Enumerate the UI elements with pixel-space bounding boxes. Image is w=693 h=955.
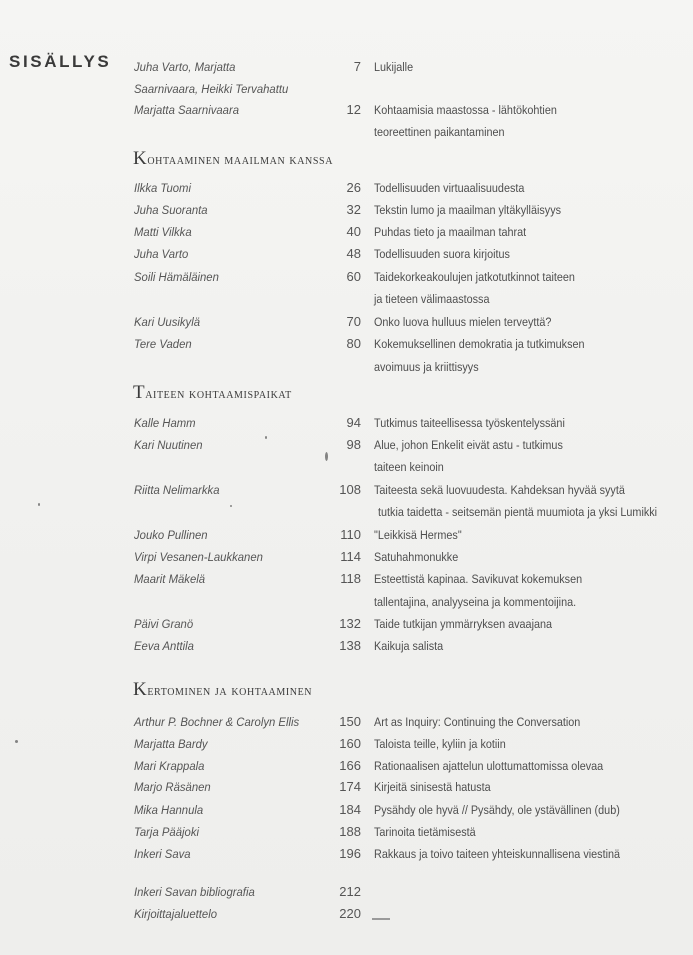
entry-title: Taidekorkeakoulujen jatkotutkinnot taiteen [374, 270, 575, 284]
entry-page-number: 114 [340, 549, 361, 564]
entry-author: Kalle Hamm [134, 416, 196, 430]
toc-entry [0, 799, 693, 821]
toc-entry [0, 199, 693, 221]
entry-page-number: 110 [340, 527, 361, 542]
entry-page-number: 94 [346, 415, 361, 430]
entry-author: Tarja Pääjoki [134, 825, 199, 839]
toc-entry [0, 733, 693, 755]
entry-author: Eeva Anttila [134, 639, 194, 653]
toc-entry [0, 177, 693, 199]
entry-page-number: 174 [339, 779, 361, 794]
toc-entry [0, 243, 693, 265]
toc-entry [0, 546, 693, 568]
toc-entry-continuation [0, 121, 693, 143]
scan-speck [325, 452, 328, 461]
entry-title: Rakkaus ja toivo taiteen yhteiskunnallisena viestinä [374, 847, 621, 861]
entry-page-number: 60 [346, 269, 361, 284]
toc-entry-continuation [0, 288, 693, 310]
entry-title: Esteettistä kapinaa. Savikuvat kokemuksen [374, 572, 583, 586]
entry-page-number: 138 [339, 638, 361, 653]
entry-author: Virpi Vesanen-Laukkanen [134, 550, 263, 564]
entry-page-number: 150 [339, 714, 361, 729]
entry-title: Rationaalisen ajattelun ulottumattomissa olevaa [374, 759, 604, 773]
entry-title: avoimuus ja kriittisyys [374, 360, 479, 374]
entry-author: Jouko Pullinen [134, 528, 208, 542]
entry-title: Taiteesta sekä luovuudesta. Kahdeksan hyvää syytä [374, 483, 625, 497]
entry-page-number: 132 [339, 616, 361, 631]
entry-page-number: 108 [339, 482, 361, 497]
entry-title: Todellisuuden suora kirjoitus [374, 247, 510, 261]
scan-speck [38, 503, 40, 506]
entry-title: Lukijalle [374, 60, 414, 74]
entry-page-number: 188 [339, 824, 361, 839]
entry-author: Mika Hannula [134, 803, 204, 817]
entry-title: teoreettinen paikantaminen [374, 125, 505, 139]
entry-title: Kaikuja salista [374, 639, 444, 653]
entry-title: Pysähdy ole hyvä // Pysähdy, ole ystävällinen (dub) [374, 803, 620, 817]
scan-speck [230, 505, 232, 507]
toc-entry [0, 311, 693, 333]
scan-speck [265, 436, 267, 439]
toc-entry [0, 755, 693, 777]
entry-title: tallentajina, analyyseina ja kommentoijina. [374, 595, 577, 609]
entry-page-number: 184 [339, 802, 361, 817]
toc-entry [0, 711, 693, 733]
entry-author: Marjo Räsänen [134, 780, 211, 794]
toc-entry-continuation [0, 78, 693, 100]
toc-entry [0, 821, 693, 843]
toc-entry [0, 99, 693, 121]
page-title: SISÄLLYS [9, 52, 112, 71]
toc-entry [0, 266, 693, 288]
toc-entry [0, 568, 693, 590]
entry-title: Kirjeitä sinisestä hatusta [374, 780, 491, 794]
toc-entry [0, 903, 693, 925]
entry-author: Marjatta Bardy [134, 737, 208, 751]
entry-page-number: 160 [339, 736, 361, 751]
entry-author: Juha Varto [134, 247, 189, 261]
entry-page-number: 118 [340, 571, 361, 586]
toc-entry [0, 843, 693, 865]
entry-title: Puhdas tieto ja maailman tahrat [374, 225, 527, 239]
entry-author: Soili Hämäläinen [134, 270, 219, 284]
toc-entry [0, 333, 693, 355]
entry-author: Kari Nuutinen [134, 438, 203, 452]
entry-page-number: 98 [346, 437, 361, 452]
entry-page-number: 7 [353, 59, 361, 74]
entry-title: Onko luova hulluus mielen terveyttä? [374, 315, 552, 329]
toc-entry [0, 776, 693, 798]
entry-author: Maarit Mäkelä [134, 572, 206, 586]
entry-page-number: 26 [346, 180, 361, 195]
toc-entry-continuation [0, 456, 693, 478]
entry-title: Todellisuuden virtuaalisuudesta [374, 181, 525, 195]
entry-page-number: 70 [346, 314, 361, 329]
entry-author: Saarnivaara, Heikki Tervahattu [134, 82, 289, 96]
toc-entry [0, 635, 693, 657]
entry-author: Päivi Granö [134, 617, 194, 631]
entry-page-number: 212 [339, 884, 361, 899]
entry-author: Juha Varto, Marjatta [134, 60, 236, 74]
section-heading: Taiteen kohtaamispaikat [133, 382, 292, 403]
entry-page-number: 220 [339, 906, 361, 921]
entry-title: Taide tutkijan ymmärryksen avaajana [374, 617, 553, 631]
entry-title: tutkia taidetta - seitsemän pientä muumiota ja yksi Lumikki [378, 505, 658, 519]
entry-author: Marjatta Saarnivaara [134, 103, 240, 117]
entry-page-number: 40 [346, 224, 361, 239]
toc-entry [0, 56, 693, 78]
entry-title: Kokemuksellinen demokratia ja tutkimuksen [374, 337, 585, 351]
toc-entry-continuation [0, 591, 693, 613]
entry-title: Tarinoita tietämisestä [374, 825, 476, 839]
toc-entry [0, 434, 693, 456]
toc-entry [0, 524, 693, 546]
section-heading: Kertominen ja kohtaaminen [133, 679, 313, 700]
entry-title: Taloista teille, kyliin ja kotiin [374, 737, 506, 751]
toc-entry [0, 613, 693, 635]
entry-page-number: 12 [346, 102, 361, 117]
entry-author: Matti Vilkka [134, 225, 192, 239]
entry-author: Inkeri Savan bibliografia [134, 885, 255, 899]
entry-title: "Leikkisä Hermes" [374, 528, 462, 542]
entry-title: Tekstin lumo ja maailman yltäkylläisyys [374, 203, 562, 217]
entry-author: Ilkka Tuomi [134, 181, 191, 195]
scan-speck [15, 740, 18, 743]
entry-title: Tutkimus taiteellisessa työskentelyssäni [374, 416, 565, 430]
toc-entry [0, 881, 693, 903]
entry-author: Juha Suoranta [134, 203, 208, 217]
toc-entry [0, 412, 693, 434]
entry-title: ja tieteen välimaastossa [374, 292, 490, 306]
entry-title: Alue, johon Enkelit eivät astu - tutkimus [374, 438, 563, 452]
toc-entry-continuation [0, 356, 693, 378]
entry-author: Riitta Nelimarkka [134, 483, 220, 497]
entry-title: Art as Inquiry: Continuing the Conversation [374, 715, 581, 729]
toc-entry-continuation [0, 501, 693, 523]
entry-title: taiteen keinoin [374, 460, 444, 474]
entry-title: Satuhahmonukke [374, 550, 459, 564]
entry-author: Tere Vaden [134, 337, 192, 351]
toc-entry [0, 221, 693, 243]
entry-page-number: 196 [339, 846, 361, 861]
entry-author: Kirjoittajaluettelo [134, 907, 218, 921]
entry-page-number: 32 [346, 202, 361, 217]
entry-author: Inkeri Sava [134, 847, 191, 861]
section-heading: Kohtaaminen maailman kanssa [133, 148, 334, 169]
entry-page-number: 48 [346, 246, 361, 261]
toc-entry [0, 479, 693, 501]
entry-author: Arthur P. Bochner & Carolyn Ellis [134, 715, 300, 729]
entry-author: Kari Uusikylä [134, 315, 201, 329]
entry-title: Kohtaamisia maastossa - lähtökohtien [374, 103, 557, 117]
entry-author: Mari Krappala [134, 759, 205, 773]
entry-page-number: 166 [339, 758, 361, 773]
entry-page-number: 80 [346, 336, 361, 351]
scan-mark [372, 918, 390, 920]
